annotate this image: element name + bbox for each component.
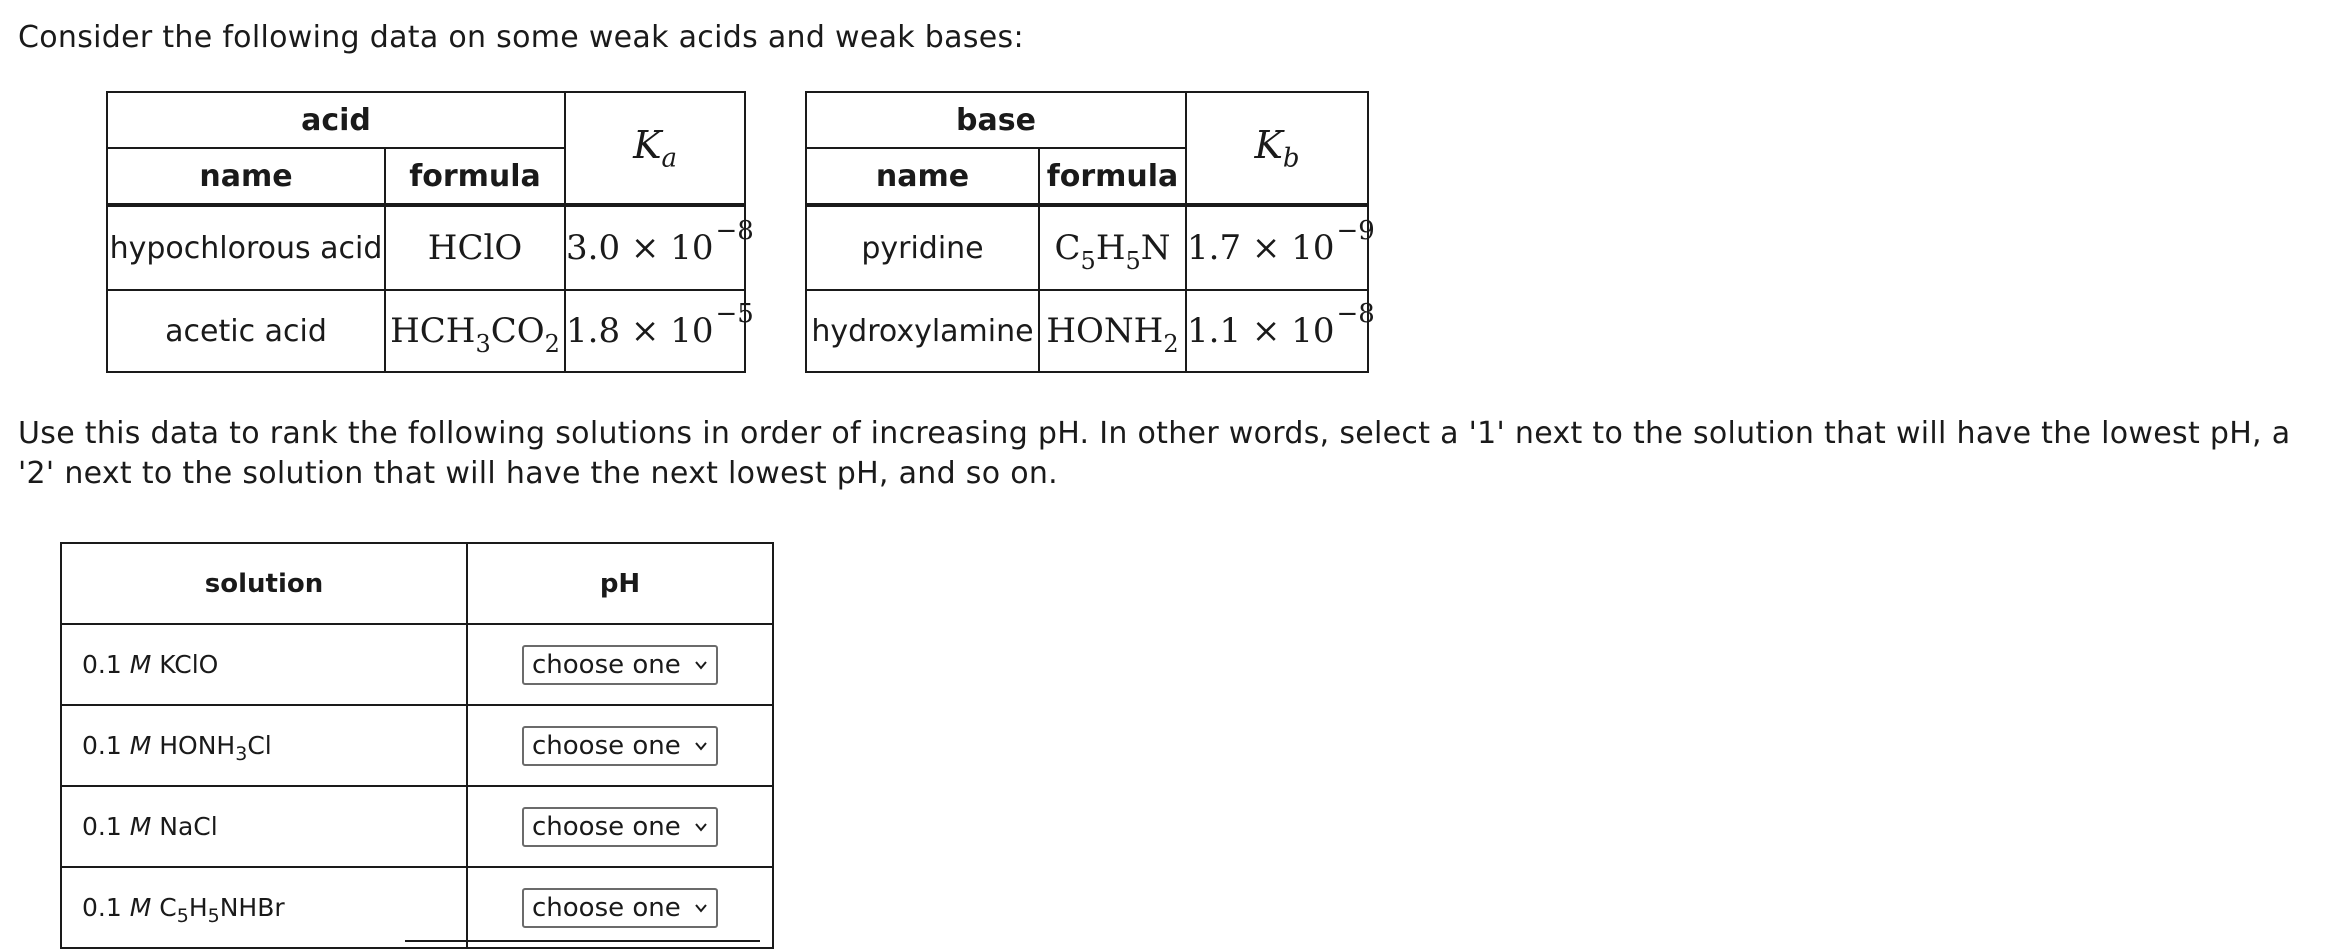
solution-header: solution bbox=[61, 543, 467, 624]
instructions-text: Use this data to rank the following solutions in order of increasing pH. In other words, select a '1' next to the solution that will have the lowest pH, a '2' next to the solution that will have the next lowest pH, and so on. bbox=[18, 416, 2291, 491]
base-group-header: base bbox=[806, 92, 1186, 148]
k-symbol: K bbox=[633, 122, 662, 167]
ph-rank-select[interactable]: choose one bbox=[522, 645, 718, 685]
table-row bbox=[61, 786, 773, 867]
solution-cell: 0.1 M $C_5H_5NHBr$ bbox=[61, 867, 467, 948]
base-name-header: name bbox=[806, 148, 1039, 205]
acid-row-name: acetic acid bbox=[107, 290, 385, 372]
solution-cell: 0.1 M NaCl bbox=[61, 786, 467, 867]
rank-table bbox=[60, 542, 774, 949]
k-subscript: a bbox=[661, 143, 677, 174]
acid-formula-header: formula bbox=[385, 148, 565, 205]
acid-row-ka: $3.0 \times 10^{-8}$ bbox=[565, 205, 745, 290]
base-row-name: hydroxylamine bbox=[806, 290, 1039, 372]
chevron-down-icon bbox=[694, 658, 708, 672]
acid-row-name: hypochlorous acid bbox=[107, 205, 385, 290]
base-row-name: pyridine bbox=[806, 205, 1039, 290]
base-row-kb: $1.1 \times 10^{-8}$ bbox=[1186, 290, 1368, 372]
base-table bbox=[805, 91, 1375, 373]
k-subscript: b bbox=[1282, 143, 1300, 174]
solution-cell: 0.1 M $HONH_3Cl$ bbox=[61, 705, 467, 786]
base-row-formula: $C_5H_5N$ bbox=[1039, 205, 1186, 290]
acid-group-header: acid bbox=[107, 92, 565, 148]
acid-row-formula: HClO bbox=[385, 205, 565, 290]
k-symbol: K bbox=[1254, 122, 1283, 167]
acid-row-formula: $HCH_3CO_2$ bbox=[385, 290, 565, 372]
acid-row-ka: $1.8 \times 10^{-5}$ bbox=[565, 290, 745, 372]
ph-rank-select[interactable]: choose one bbox=[522, 807, 718, 847]
base-row-formula: $HONH_2$ bbox=[1039, 290, 1186, 372]
acid-table bbox=[106, 91, 754, 373]
acid-name-header: name bbox=[107, 148, 385, 205]
chevron-down-icon bbox=[694, 820, 708, 834]
table-row bbox=[61, 705, 773, 786]
ph-rank-select[interactable]: choose one bbox=[522, 726, 718, 766]
intro-text: Consider the following data on some weak acids and weak bases: bbox=[18, 20, 1024, 55]
ka-header bbox=[565, 92, 745, 205]
table-row bbox=[61, 624, 773, 705]
table-row bbox=[61, 867, 773, 948]
ph-header: pH bbox=[467, 543, 773, 624]
ph-rank-select[interactable]: choose one bbox=[522, 888, 718, 928]
chevron-down-icon bbox=[694, 901, 708, 915]
base-row-kb: $1.7 \times 10^{-9}$ bbox=[1186, 205, 1368, 290]
solution-cell: 0.1 M KClO bbox=[61, 624, 467, 705]
kb-header bbox=[1186, 92, 1368, 205]
base-formula-header: formula bbox=[1039, 148, 1186, 205]
chevron-down-icon bbox=[694, 739, 708, 753]
